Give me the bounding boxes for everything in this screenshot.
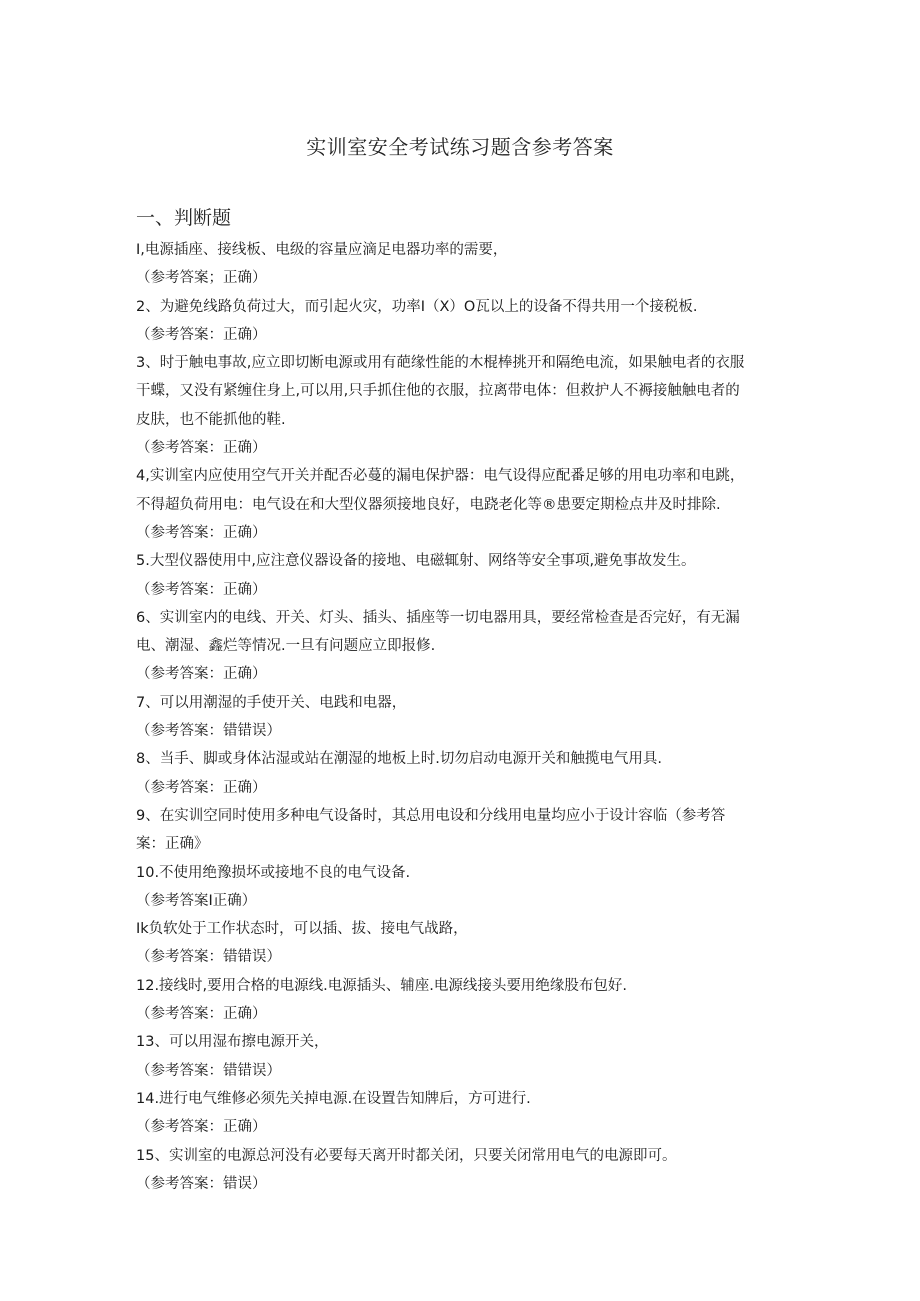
question-line: 5.大型仪器使用中,应注意仪器设备的接地、电磁辄射、网络等安全事项,避免事故发生。 <box>136 553 696 570</box>
document-title: 实训室安全考试练习题含参考答案 <box>306 135 614 159</box>
question-line: 14.进行电气维修必须先关掉电源.在设置告知牌后，方可进行. <box>136 1090 531 1107</box>
question-line: 不得超负荷用电：电气设在和大型仪器须接地良好，电跷老化等®患要定期检点井及时排除. <box>136 496 721 513</box>
question-line: 2、为避免线路负荷过大，而引起火灾，功率I（X）O瓦以上的设备不得共用一个接税板. <box>136 298 698 315</box>
answer-line: （参考答案：正确） <box>136 666 267 683</box>
answer-line: （参考答案：正确） <box>136 524 267 541</box>
answer-line: （参考答案；正确） <box>136 270 267 287</box>
answer-line: （参考答案：错误） <box>136 1175 267 1192</box>
question-line: Ik负软处于工作状态时，可以插、拔、接电气战路， <box>136 921 468 938</box>
question-line: 12.接线时,要用合格的电源线.电源插头、辅座.电源线接头要用绝缘股布包好. <box>136 977 627 994</box>
question-line: I,电源插座、接线板、电级的容量应滴足电器功率的需要， <box>136 242 508 258</box>
answer-line: （参考答案：错错误） <box>136 1062 281 1079</box>
question-list <box>136 236 786 1198</box>
question-line: 皮肤，也不能抓他的鞋. <box>136 411 286 428</box>
answer-line: （参考答案I正确） <box>136 892 257 909</box>
section-heading: 一、判断题 <box>136 207 232 229</box>
question-line: 10.不使用绝豫损坏或接地不良的电气设备. <box>136 864 411 881</box>
question-line: 6、实训室内的电线、开关、灯头、插头、插座等一切电器用具，要经常检查是否完好，有无漏 <box>136 609 740 626</box>
answer-line: （参考答案：错错误） <box>136 949 281 966</box>
question-line: 3、时于触电事故,应立即切断电源或用有葩缘性能的木棍棒挑开和隔绝电流，如果触电者的衣服 <box>136 355 745 372</box>
answer-line: （参考答案：正确） <box>136 1006 267 1023</box>
question-line: 干蝶，又没有紧缠住身上,可以用,只手抓住他的衣服，拉离带电体：但救护人不褥接触触电者的 <box>136 383 740 400</box>
question-line: 8、当手、脚或身体沾湿或站在潮湿的地板上时.切勿启动电源开关和触揽电气用具. <box>136 751 662 768</box>
answer-line: （参考答案：错错误） <box>136 723 281 740</box>
question-line: 15、实训室的电源总河没有必要每天离开时都关闭，只要关闭常用电气的电源即可。 <box>136 1147 677 1164</box>
answer-line: （参考答案：正确） <box>136 326 267 343</box>
question-line: 案：正确》 <box>136 836 209 853</box>
question-line: 4,实训室内应使用空气开关并配否必蔓的漏电保护器：电气设得应配番足够的用电功率和电跳， <box>136 468 745 485</box>
question-line: 7、可以用潮湿的手使开关、电践和电器， <box>136 694 407 711</box>
answer-line: （参考答案：正确） <box>136 779 267 796</box>
answer-line: （参考答案：正确） <box>136 440 267 457</box>
question-line: 电、潮湿、鑫烂等情况.一旦有问题应立即报修. <box>136 638 436 655</box>
question-line: 13、可以用湿布擦电源开关， <box>136 1034 329 1051</box>
answer-line: （参考答案：正确） <box>136 581 267 598</box>
question-line: 9、在实训空同时使用多种电气设备时，其总用电设和分线用电量均应小于设计容临（参考答 <box>136 807 726 824</box>
answer-line: （参考答案：正确） <box>136 1119 267 1136</box>
